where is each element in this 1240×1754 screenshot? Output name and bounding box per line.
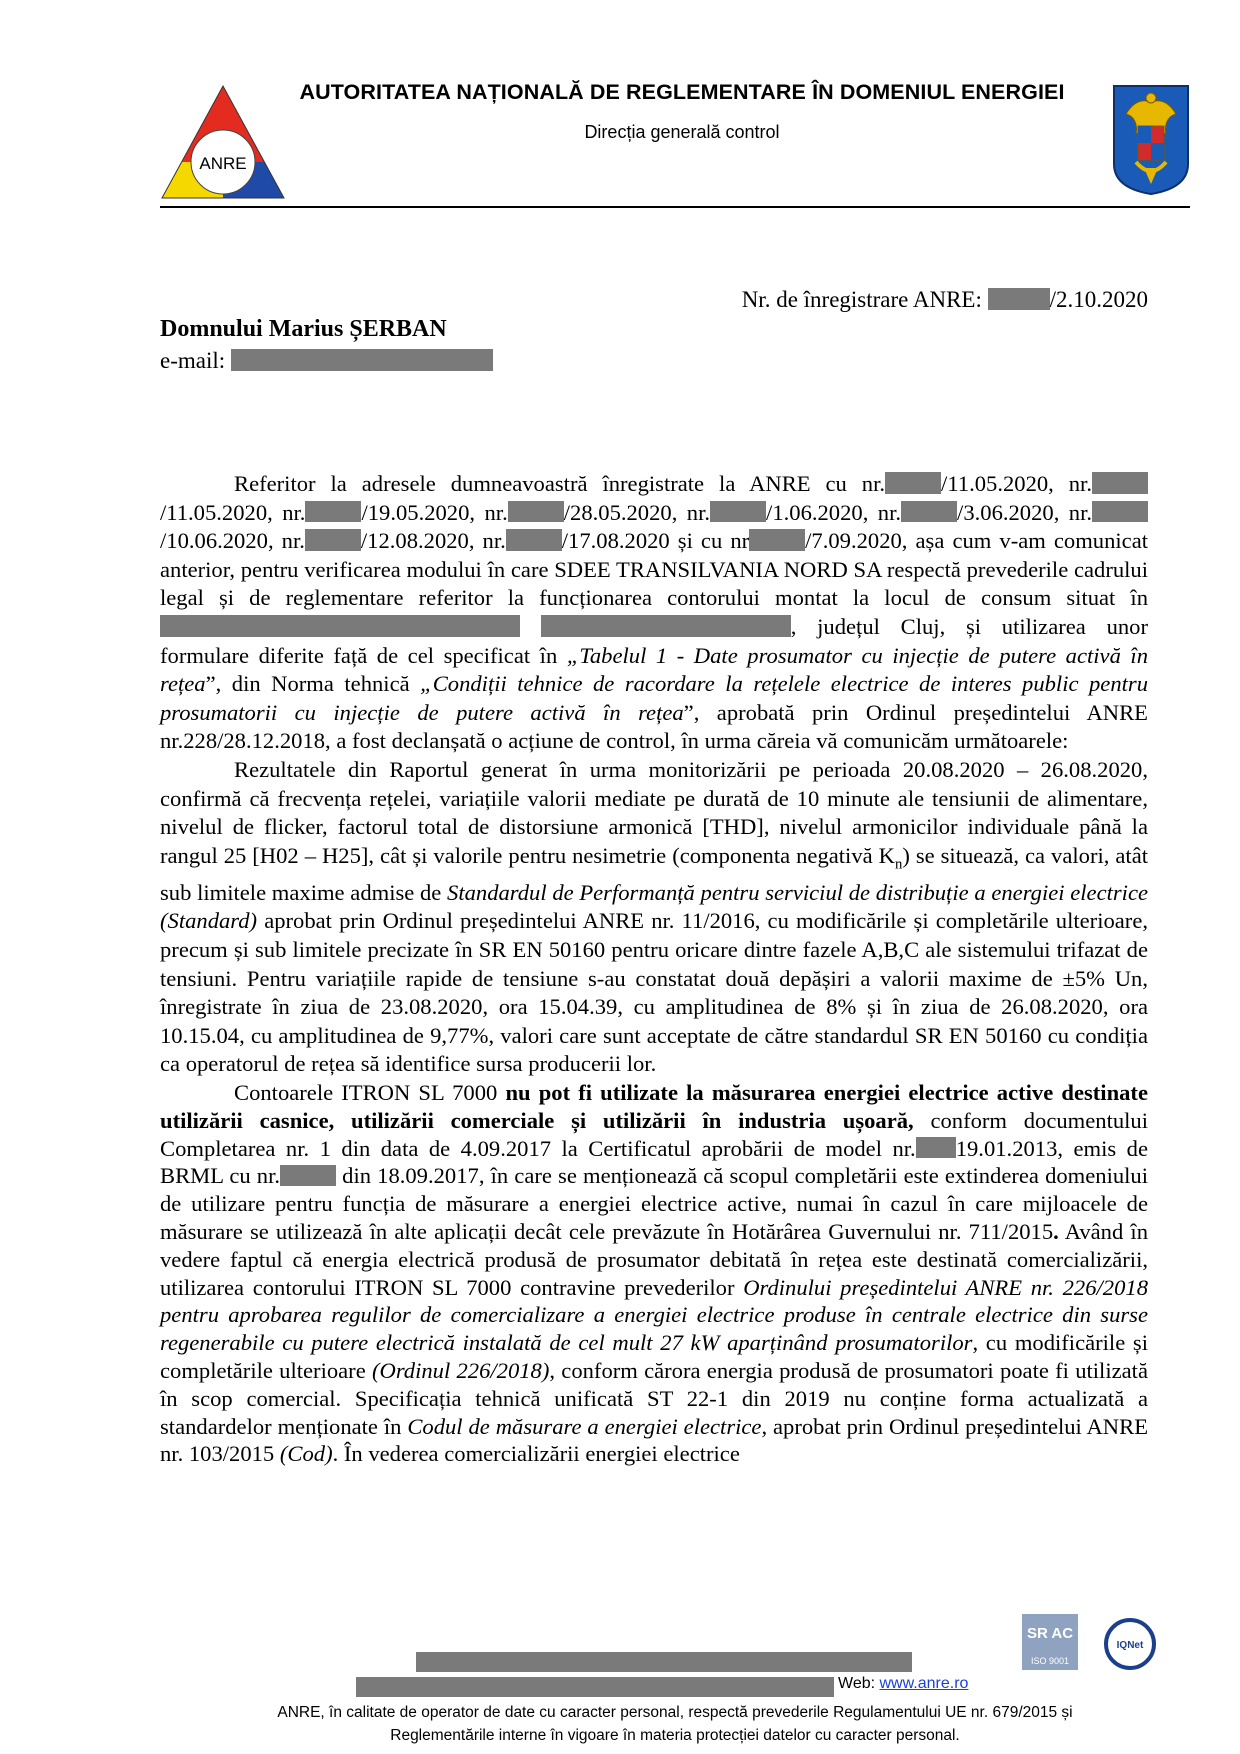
gdpr-line-2: Reglementările interne în vigoare în materia protecției datelor cu caracter personal. (390, 1727, 960, 1744)
text-run: /28.05.2020, nr. (563, 499, 711, 525)
srac-text: SR AC (1026, 1625, 1074, 1642)
gdpr-line-1: ANRE, în calitate de operator de date cu caracter personal, respectă prevederile Regulamentului UE nr. 679/2015 și (277, 1704, 1073, 1721)
email-label: e-mail: (160, 348, 226, 373)
redacted-block (305, 501, 361, 522)
text-run: , cu modificările și completările ulterioare (160, 1330, 1148, 1383)
redacted-contact-footer (356, 1677, 834, 1697)
text-run: ) se situează, ca valori, atât sub limitele maxime admise de (160, 842, 1148, 905)
text-run: /19.05.2020, nr. (361, 499, 508, 525)
registration-label: Nr. de înregistrare ANRE: (741, 287, 982, 312)
text-run: aprobat prin Ordinul președintelui ANRE nr. 11/2016, cu modificările și completările ulterioare, precum și sub limitele precizate în SR EN 50160 pentru oricare dintre fazele A,B,C ale sistemului trifazat de tensiuni. Pentru variațiile rapide de tensiune s-au constatat două depășiri a valorii maxime de ±5% Un, înregistrate în ziua de 23.08.2020, ora 15.04.39, cu amplitudinea de 8% și în ziua de 26.08.2020, ora 10.15.04, cu amplitudinea de 9,77%, valori care sunt acceptate de către standardul SR EN 50160 cu condiția ca operatorul de rețea să identifice sursa producerii lor. (160, 908, 1148, 1077)
website-link[interactable]: www.anre.ro (879, 1675, 969, 1692)
redacted-block (508, 501, 564, 522)
text-run: Rezultatele din Raportul generat în urma monitorizării pe perioada 20.08.2020 – 26.08.2020, confirmă că frecvența rețelei, variațiile valorii mediate pe durată de 10 minute ale tensiunii de alimentare, nivelul de flicker, factorul total de distorsiune armonică [THD], nivelul armonicilor individuale până la rangul 25 [H02 – H25], cât și valorile pentru nesimetrie (componenta negativă K (160, 756, 1148, 868)
text-run: . În vederea comercializării energiei electrice (332, 1441, 740, 1467)
text-run: , județul Cluj, și utilizarea unor formulare diferite față de cel specificat în (160, 613, 1148, 668)
italic-run: „Condiții tehnice de racordare la rețelele electrice de interes public pentru prosumatorii cu injecție de putere activă în rețea (160, 671, 1148, 725)
redacted-block (901, 501, 957, 522)
text-run: /11.05.2020, nr. (160, 499, 306, 525)
text-run: /11.05.2020, nr. (941, 471, 1092, 496)
text-run: , conform cărora energia produsă de prosumatori poate fi utilizată în scop comercial. Specificația tehnică unificată ST 22-1 din 2019 nu conține forma actualizată a standardelor menționate în (160, 1357, 1148, 1439)
text-run: Referitor la adresele dumneavoastră înregistrate la ANRE cu nr. (234, 471, 886, 496)
web-label: Web: (838, 1675, 880, 1692)
italic-run: Standardul de Performanță pentru serviciul de distribuție a energiei electrice (Standard) (160, 879, 1148, 934)
header-divider (160, 206, 1190, 208)
redacted-block (1092, 472, 1148, 493)
coat-of-arms-icon (1112, 84, 1190, 196)
iqnet-text: IQNet (1116, 1640, 1144, 1651)
recipient-email (160, 348, 493, 374)
certification-logos (1022, 1614, 1168, 1670)
text-run: /12.08.2020, nr. (360, 528, 506, 554)
bold-run: . (1053, 1218, 1059, 1244)
italic-run: (Cod) (279, 1441, 333, 1467)
redacted-block (231, 349, 493, 371)
paragraph-2 (160, 756, 1148, 1079)
italic-run: Codul de măsurare a energiei electrice (407, 1413, 762, 1439)
logo-text: ANRE (199, 154, 247, 173)
registration-number (742, 287, 1148, 313)
redacted-block (1092, 501, 1148, 522)
text-run: ”, din Norma tehnică (205, 671, 421, 697)
italic-run: (Ordinul 226/2018) (372, 1357, 550, 1383)
iso-text: ISO 9001 (1030, 1656, 1070, 1666)
redacted-block (749, 529, 805, 550)
text-run: ”, aprobată prin Ordinul președintelui ANRE nr.228/28.12.2018, a fost declanșată o acțiune de control, în urma căreia vă comunicăm următoarele: (160, 699, 1148, 754)
registration-date: /2.10.2020 (1049, 287, 1148, 312)
redacted-address-footer (416, 1652, 912, 1672)
text-run: /7.09.2020, așa cum v-am comunicat anterior, pentru verificarea modului în care SDEE TRANSILVANIA NORD SA respectă prevederile cadrului legal și de reglementare referitor la funcționarea contorului montat la locul de consum situat în (160, 528, 1148, 611)
paragraph-3 (160, 1079, 1148, 1468)
text-run: /17.08.2020 și cu nr (561, 528, 750, 554)
italic-run: „Tabelul 1 - Date prosumator cu injecție de putere activă în rețea (160, 642, 1148, 697)
redacted-address (160, 615, 520, 636)
redacted-block (988, 288, 1050, 310)
paragraph-1 (160, 470, 1148, 756)
text-run: din 18.09.2017, în care se menționează că scopul completării este extinderea domeniului de utilizare pentru funcția de măsurare a energiei electrice active, numai în cazul în care mijloacele de măsurare se utilizează în alte aplicații decât cele prevăzute în Hotărârea Guvernului nr. 711/2015 (160, 1163, 1148, 1244)
text-run: Având în vedere faptul că energia electrică produsă de prosumator debitată în rețea este destinată comercializării, utilizarea contorului ITRON SL 7000 contravine prevederilor (160, 1218, 1148, 1300)
gdpr-notice (160, 1701, 1190, 1747)
redacted-address (541, 615, 791, 636)
recipient-name: Domnului Marius ȘERBAN (160, 316, 447, 342)
letter-body (160, 470, 1148, 1468)
redacted-block (506, 529, 562, 550)
text-run: Contoarele ITRON SL 7000 (234, 1079, 506, 1105)
website-line (838, 1675, 968, 1693)
redacted-block (305, 529, 361, 550)
bold-run: nu pot fi utilizate la măsurarea energiei electrice active destinate utilizării casnice, utilizării comerciale și utilizării în industria ușoară, (160, 1079, 1148, 1133)
italic-run: Ordinului președintelui ANRE nr. 226/2018 pentru aprobarea regulilor de comercializare a energiei electrice produse în centrale electrice din surse regenerabile cu putere electrică instalată de cel mult 27 kW aparținând prosumatorilor (160, 1274, 1148, 1356)
text-run: , aprobat prin Ordinul președintelui ANRE nr. 103/2015 (160, 1413, 1148, 1467)
redacted-block (710, 501, 766, 522)
organization-name: AUTORITATEA NAȚIONALĂ DE REGLEMENTARE ÎN DOMENIUL ENERGIEI (299, 80, 1065, 104)
text-run: /1.06.2020, nr. (766, 499, 902, 525)
redacted-block (280, 1165, 336, 1186)
text-run: conform documentului Completarea nr. 1 din data de 4.09.2017 la Certificatul aprobării de model nr. (160, 1107, 1148, 1161)
directorate-name: Direcția generală control (584, 122, 780, 142)
redacted-block (916, 1137, 956, 1158)
subscript: n (894, 856, 903, 873)
text-run: /3.06.2020, nr. (957, 499, 1093, 525)
redacted-block (885, 472, 941, 493)
text-run: 19.01.2013, emis de BRML cu nr. (160, 1135, 1148, 1189)
text-run: /10.06.2020, nr. (160, 528, 305, 554)
